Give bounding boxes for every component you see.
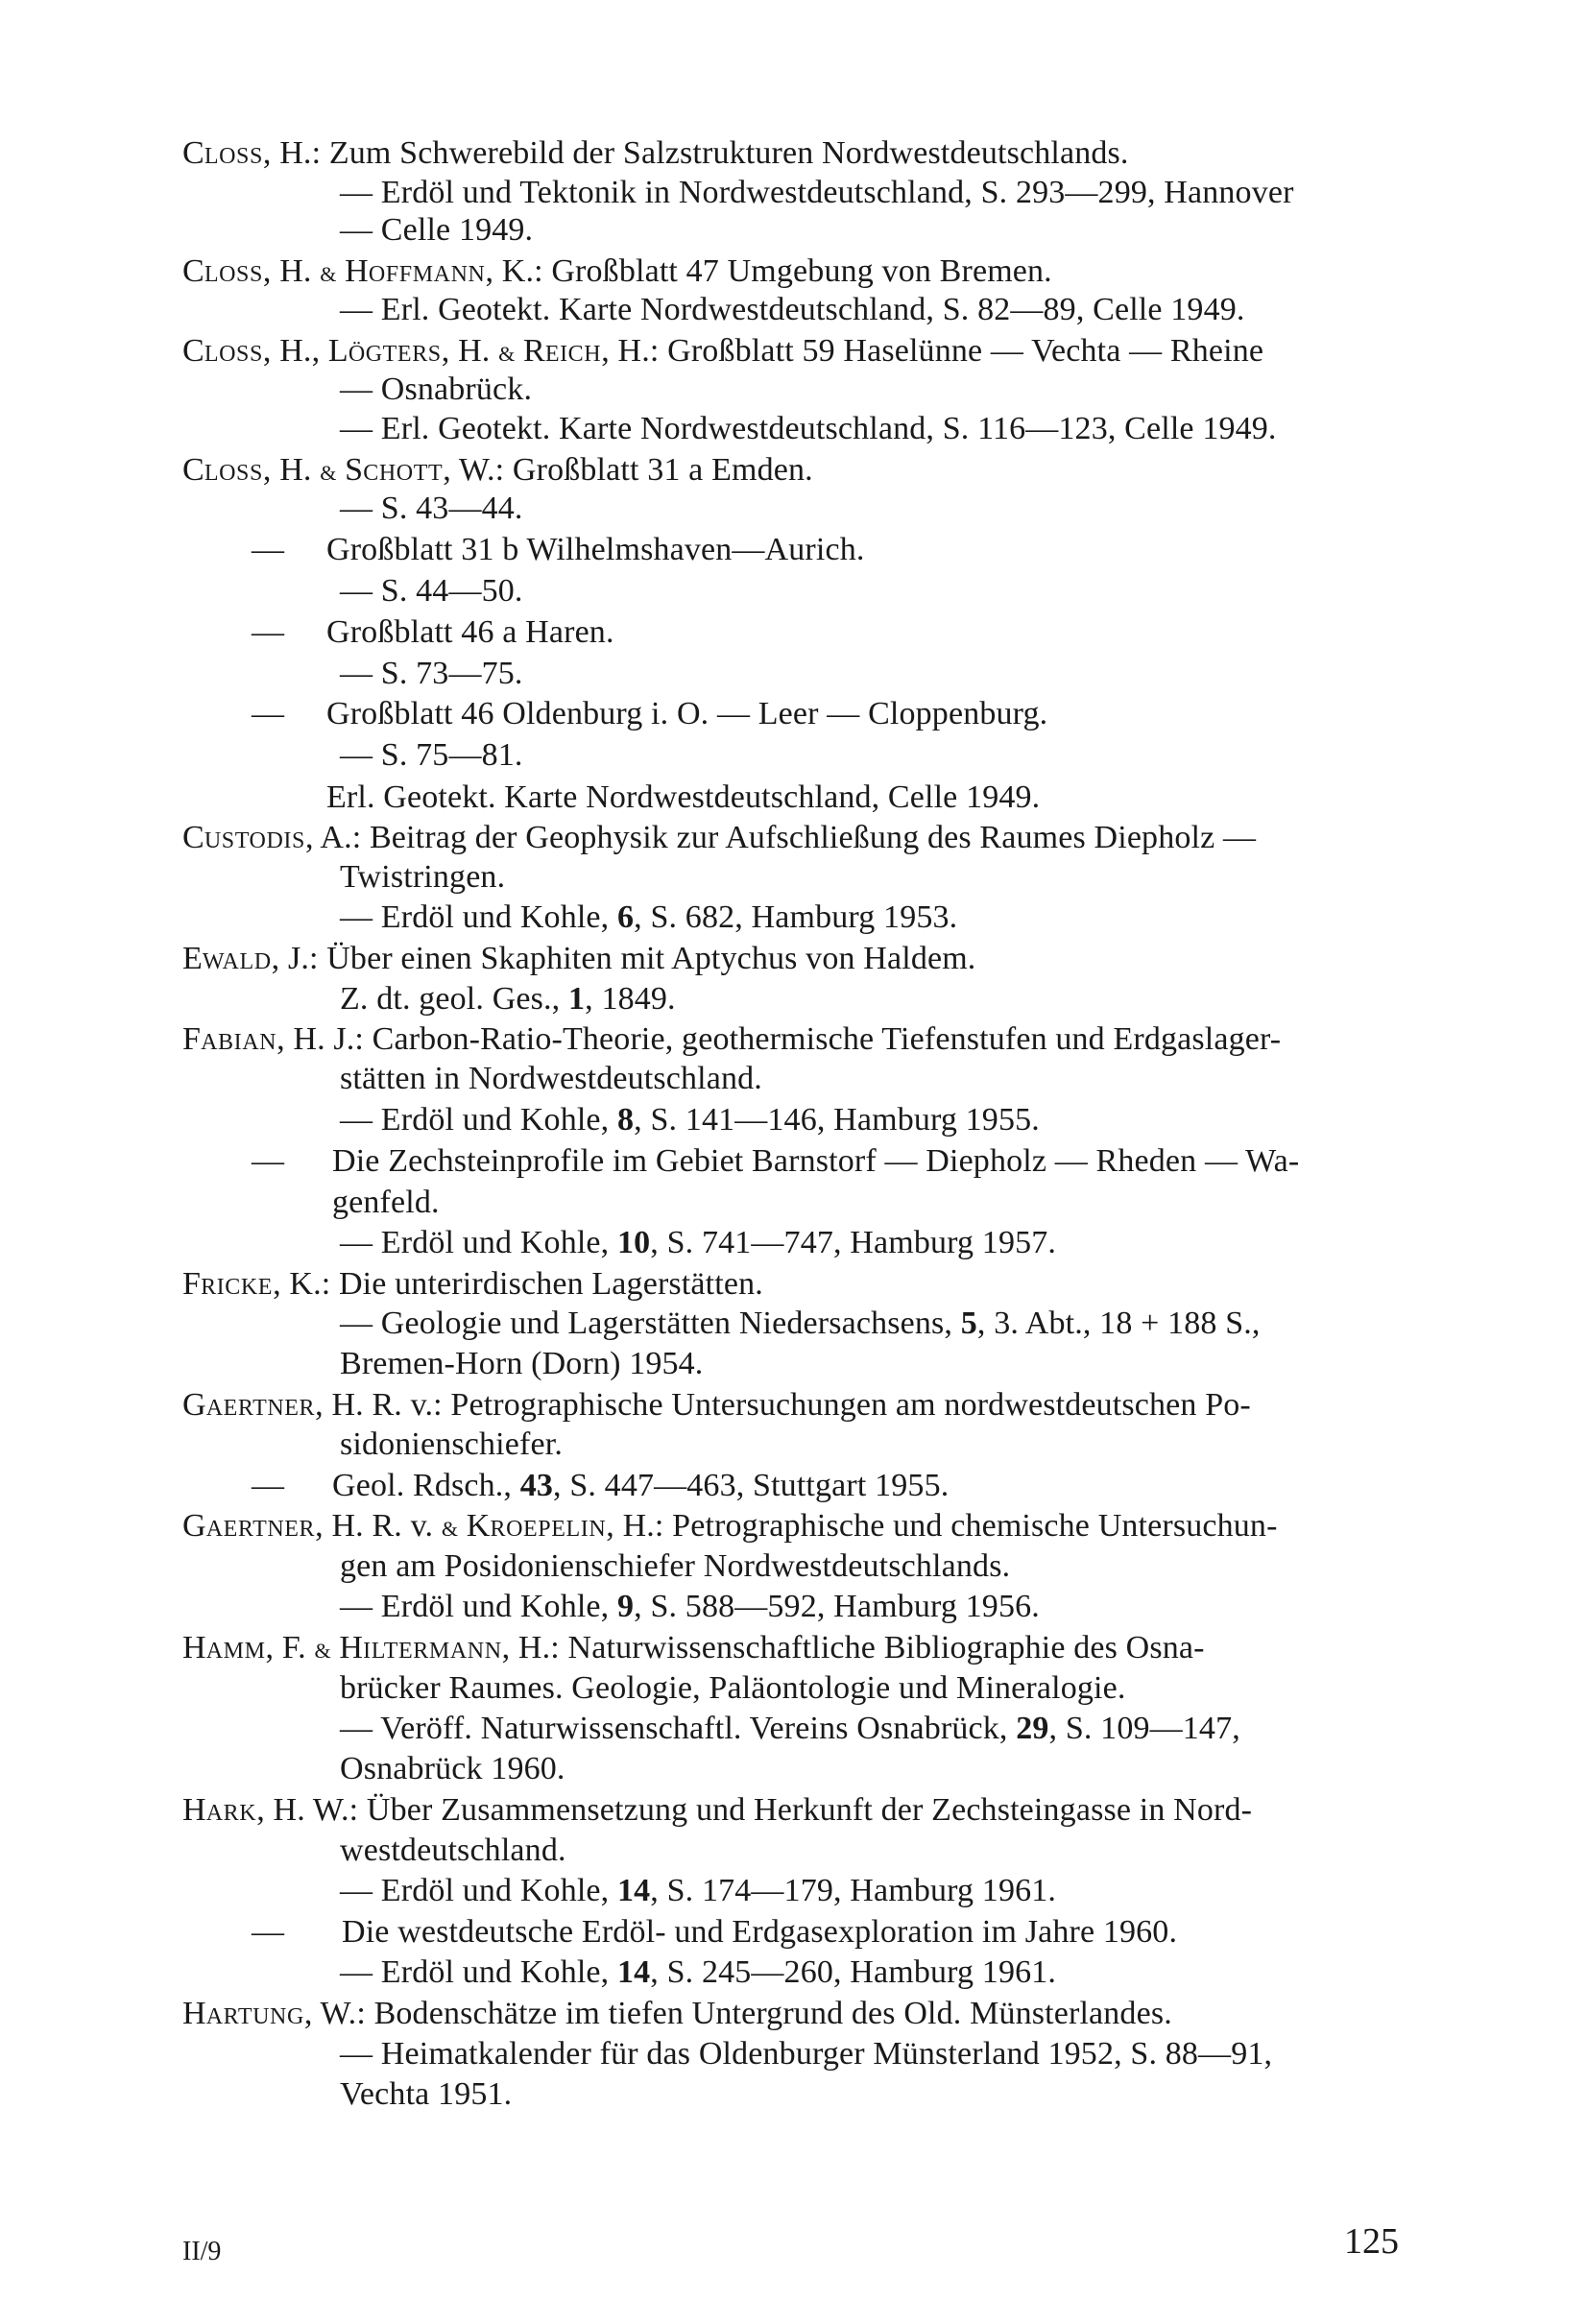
bibliography-line: FRICKE, K.: Die unterirdischen Lagerstätten. xyxy=(182,1266,763,1302)
bibliography-line: — S. 73—75. xyxy=(340,656,523,691)
bibliography-line: Großblatt 46 a Haren. xyxy=(326,614,614,650)
bibliography-line: — Celle 1949. xyxy=(340,212,534,248)
page-number: 125 xyxy=(1344,2221,1399,2262)
ampersand: & xyxy=(498,342,516,366)
author-name: HARK xyxy=(182,1792,257,1828)
bibliography-line: — Erdöl und Kohle, 14, S. 245—260, Hamburg 1961. xyxy=(340,1954,1057,1990)
bibliography-line: — Erdöl und Kohle, 14, S. 174—179, Hamburg 1961. xyxy=(340,1873,1057,1908)
bibliography-line: Großblatt 31 b Wilhelmshaven—Aurich. xyxy=(326,532,865,567)
volume-number: 14 xyxy=(616,1954,651,1990)
author-name: FRICKE xyxy=(182,1266,274,1302)
volume-number: 5 xyxy=(960,1306,977,1341)
bibliography-line: CLOSS, H. & SCHOTT, W.: Großblatt 31 a Emden. xyxy=(182,452,813,488)
bibliography-line: — S. 43—44. xyxy=(340,491,523,526)
bibliography-line: — Erdöl und Kohle, 9, S. 588—592, Hamburg 1956. xyxy=(340,1589,1040,1624)
author-name: GAERTNER xyxy=(182,1508,316,1544)
bibliography-line: CLOSS, H., LÖGTERS, H. & REICH, H.: Großblatt 59 Haselünne — Vechta — Rheine xyxy=(182,333,1264,369)
author-name: CUSTODIS xyxy=(182,820,305,855)
bibliography-line: — Osnabrück. xyxy=(340,371,533,407)
bibliography-line: Bremen-Horn (Dorn) 1954. xyxy=(340,1346,704,1381)
bibliography-line: — Erl. Geotekt. Karte Nordwestdeutschland, S. 82—89, Celle 1949. xyxy=(340,292,1245,327)
ampersand: & xyxy=(314,1639,331,1663)
bibliography-line: — Erdöl und Kohle, 8, S. 141—146, Hamburg 1955. xyxy=(340,1102,1040,1138)
author-name: HILTERMANN xyxy=(339,1630,502,1665)
bibliography-line: FABIAN, H. J.: Carbon-Ratio-Theorie, geothermische Tiefenstufen und Erdgaslager- xyxy=(182,1021,1282,1057)
author-name: HAMM xyxy=(182,1630,266,1665)
volume-number: 43 xyxy=(519,1468,554,1503)
bibliography-line: — Erdöl und Kohle, 6, S. 682, Hamburg 1953. xyxy=(340,899,958,935)
section-mark: II/9 xyxy=(182,2237,222,2266)
author-name: HARTUNG xyxy=(182,1996,304,2031)
volume-number: 8 xyxy=(616,1102,635,1138)
volume-number: 1 xyxy=(567,981,586,1017)
bibliography-line: — xyxy=(252,1914,285,1950)
bibliography-line: Z. dt. geol. Ges., 1, 1849. xyxy=(340,981,676,1017)
bibliography-line: — xyxy=(252,1468,285,1503)
author-name: LÖGTERS xyxy=(327,333,442,369)
bibliography-line: — Veröff. Naturwissenschaftl. Vereins Osnabrück, 29, S. 109—147, xyxy=(340,1711,1240,1746)
bibliography-line: GAERTNER, H. R. v.: Petrographische Untersuchungen am nordwestdeutschen Po- xyxy=(182,1387,1251,1423)
bibliography-line: Die Zechsteinprofile im Gebiet Barnstorf — Diepholz — Rheden — Wa- xyxy=(332,1143,1300,1179)
bibliography-line: — Erdöl und Kohle, 10, S. 741—747, Hamburg 1957. xyxy=(340,1225,1057,1260)
bibliography-line: — xyxy=(252,696,285,731)
author-name: CLOSS xyxy=(182,135,263,171)
bibliography-line: — Geologie und Lagerstätten Niedersachsens, 5, 3. Abt., 18 + 188 S., xyxy=(340,1306,1261,1341)
bibliography-line: — S. 75—81. xyxy=(340,737,523,773)
volume-number: 6 xyxy=(616,899,635,935)
author-name: KROEPELIN xyxy=(466,1508,607,1544)
bibliography-line: CUSTODIS, A.: Beitrag der Geophysik zur Aufschließung des Raumes Diepholz — xyxy=(182,820,1257,855)
bibliography-line: gen am Posidonienschiefer Nordwestdeutschlands. xyxy=(340,1548,1011,1584)
bibliography-line: stätten in Nordwestdeutschland. xyxy=(340,1061,762,1096)
author-name: SCHOTT xyxy=(345,452,444,488)
bibliography-line: GAERTNER, H. R. v. & KROEPELIN, H.: Petrographische und chemische Untersuchun- xyxy=(182,1508,1278,1544)
bibliography-line: brücker Raumes. Geologie, Paläontologie und Mineralogie. xyxy=(340,1670,1126,1706)
volume-number: 9 xyxy=(616,1589,635,1624)
volume-number: 29 xyxy=(1016,1711,1049,1746)
bibliography-line: Twistringen. xyxy=(340,859,506,895)
author-name: GAERTNER xyxy=(182,1387,316,1423)
bibliography-line: — xyxy=(252,532,285,567)
bibliography-line: westdeutschland. xyxy=(340,1833,566,1868)
bibliography-line: Großblatt 46 Oldenburg i. O. — Leer — Cloppenburg. xyxy=(326,696,1048,731)
volume-number: 10 xyxy=(616,1225,651,1260)
author-name: FABIAN xyxy=(182,1021,277,1057)
ampersand: & xyxy=(441,1517,459,1541)
bibliography-line: Geol. Rdsch., 43, S. 447—463, Stuttgart 1955. xyxy=(332,1468,950,1503)
ampersand: & xyxy=(320,262,337,286)
bibliography-line: Die westdeutsche Erdöl- und Erdgasexploration im Jahre 1960. xyxy=(342,1914,1178,1950)
author-name: CLOSS xyxy=(182,333,263,369)
bibliography-line: sidonienschiefer. xyxy=(340,1426,563,1462)
bibliography-line: — xyxy=(252,614,285,650)
volume-number: 14 xyxy=(616,1873,651,1908)
author-name: EWALD xyxy=(182,941,272,976)
author-name: REICH xyxy=(523,333,602,369)
bibliography-line: EWALD, J.: Über einen Skaphiten mit Aptychus von Haldem. xyxy=(182,941,976,976)
bibliography-line: — Erdöl und Tektonik in Nordwestdeutschland, S. 293—299, Hannover xyxy=(340,175,1294,210)
author-name: CLOSS xyxy=(182,253,263,289)
bibliography-line: — xyxy=(252,1143,285,1179)
bibliography-line: Erl. Geotekt. Karte Nordwestdeutschland, Celle 1949. xyxy=(326,779,1041,815)
bibliography-line: genfeld. xyxy=(332,1185,440,1220)
bibliography-line: HARK, H. W.: Über Zusammensetzung und Herkunft der Zechsteingasse in Nord- xyxy=(182,1792,1253,1828)
ampersand: & xyxy=(320,461,337,485)
bibliography-line: HAMM, F. & HILTERMANN, H.: Naturwissenschaftliche Bibliographie des Osna- xyxy=(182,1630,1205,1665)
bibliography-line: — Erl. Geotekt. Karte Nordwestdeutschland, S. 116—123, Celle 1949. xyxy=(340,411,1277,446)
bibliography-line: CLOSS, H. & HOFFMANN, K.: Großblatt 47 Umgebung von Bremen. xyxy=(182,253,1052,289)
author-name: CLOSS xyxy=(182,452,263,488)
bibliography-line: — S. 44—50. xyxy=(340,573,523,609)
bibliography-line: Osnabrück 1960. xyxy=(340,1751,565,1786)
bibliography-line: HARTUNG, W.: Bodenschätze im tiefen Untergrund des Old. Münsterlandes. xyxy=(182,1996,1172,2031)
author-name: HOFFMANN xyxy=(345,253,486,289)
bibliography-line: CLOSS, H.: Zum Schwerebild der Salzstrukturen Nordwestdeutschlands. xyxy=(182,135,1129,171)
bibliography-line: Vechta 1951. xyxy=(340,2076,513,2112)
bibliography-line: — Heimatkalender für das Oldenburger Münsterland 1952, S. 88—91, xyxy=(340,2036,1273,2072)
